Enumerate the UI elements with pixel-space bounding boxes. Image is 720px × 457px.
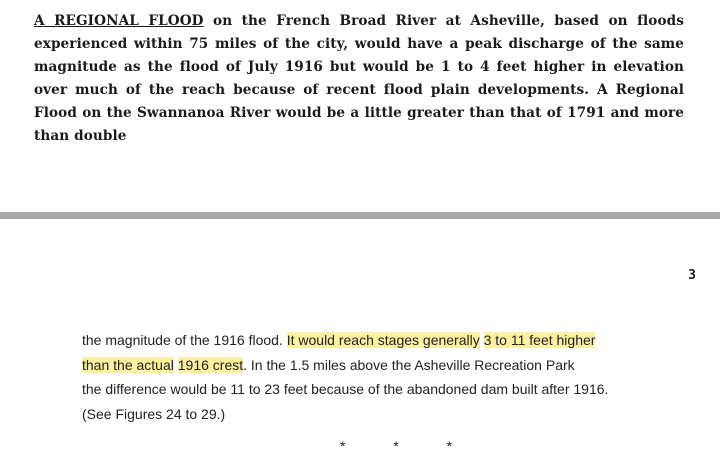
paragraph-line-4: (See Figures 24 to 29.) [82,405,226,422]
line1-plain-text: the magnitude of the 1916 flood. [82,332,287,348]
paragraph-line-2 [82,353,694,378]
highlight-feet-higher: 3 to 11 feet higher [483,332,596,348]
page-separator [0,212,720,219]
regional-flood-text: on the French Broad River at Asheville, based on floods experienced within 75 miles of the city, would have a peak discharge of the same magnitude as the flood of July 1916 but would be 1 to 4 feet higher in elevation over much of the reach because of recent flood plain developments. A Regional Flood on the Swannanoa River would be a little greater than that of 1791 and more than double [34,13,684,144]
magnitude-paragraph [82,328,694,426]
paragraph-line-3: the difference would be 11 to 23 feet because of the abandoned dam built after 1916. [82,381,609,397]
paragraph-line-1 [82,328,694,353]
highlight-crest: 1916 crest [177,356,244,373]
section-break-stars: * * * [340,438,475,454]
highlight-actual: than the actual [82,356,174,373]
highlight-stages: It would reach stages generally [286,332,480,348]
regional-flood-paragraph [34,10,684,148]
regional-flood-heading: A REGIONAL FLOOD [34,13,204,29]
line2-plain-text: . In the 1.5 miles above the Asheville Recreation Park [243,356,575,373]
page-number: 3 [688,268,696,283]
